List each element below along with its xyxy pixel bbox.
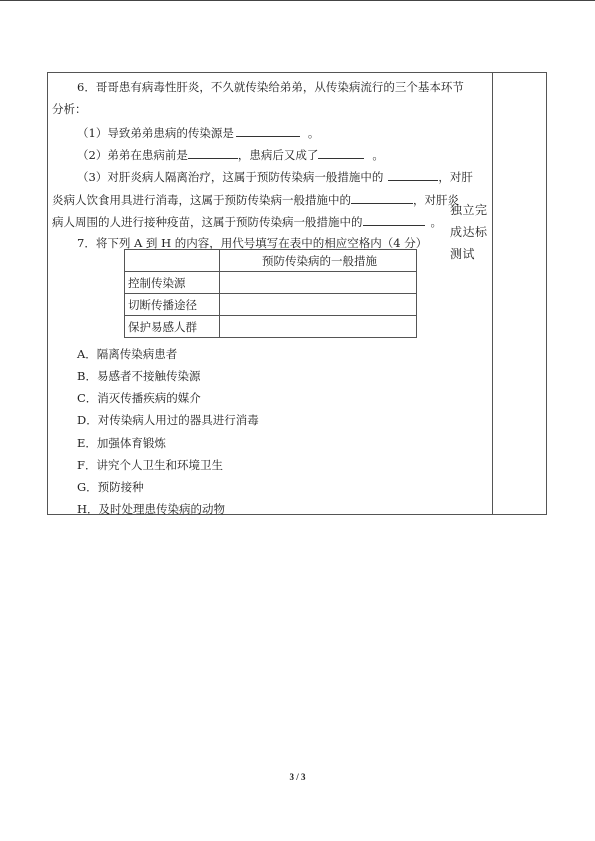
q6-part1-end: 。 [307, 126, 320, 140]
side-label: 独立完成达标测试 [450, 203, 488, 261]
answer-cell[interactable] [220, 272, 417, 294]
q6-part3-blank-3[interactable] [363, 213, 425, 226]
option-item: H．及时处理患传染病的动物 [77, 502, 226, 516]
q6-part2-text-b: ，患病后又成了 [237, 148, 319, 162]
table-row-label: 保护易感人群 [125, 316, 220, 338]
option-item: C．消灭传播疾病的媒介 [77, 391, 201, 405]
table-row-label: 切断传播途径 [125, 294, 220, 316]
option-item: E．加强体育锻炼 [77, 436, 166, 450]
table-header: 预防传染病的一般措施 [220, 250, 417, 272]
q6-part3-line3 [52, 213, 442, 230]
header-rule [0, 0, 595, 1]
answer-cell[interactable] [220, 294, 417, 316]
q6-part3-line2 [52, 191, 459, 208]
q6-part2-text-a: （2）弟弟在患病前是 [77, 148, 188, 162]
column-divider [492, 73, 493, 514]
q6-part2 [77, 146, 384, 163]
q6-part1-blank[interactable] [236, 124, 300, 137]
table-row-label: 控制传染源 [125, 272, 220, 294]
q6-part2-blank-after[interactable] [318, 146, 364, 159]
option-item: G．预防接种 [77, 480, 144, 494]
table-row [125, 316, 417, 338]
option-item: B．易感者不接触传染源 [77, 369, 201, 383]
q6-part3-text-d: ，对肝炎 [413, 193, 459, 207]
q6-part2-blank-before[interactable] [188, 146, 238, 159]
q6-intro-line1: 6．哥哥患有病毒性肝炎，不久就传染给弟弟，从传染病流行的三个基本环节 [77, 80, 464, 94]
q6-part3-text-a: （3）对肝炎病人隔离治疗，这属于预防传染病一般措施中的 [77, 170, 384, 184]
table-row [125, 294, 417, 316]
table-header-row [125, 250, 417, 272]
option-item: A．隔离传染病患者 [77, 347, 178, 361]
q6-part3-line1 [77, 168, 473, 185]
q6-part1-text: （1）导致弟弟患病的传染源是 [77, 126, 234, 140]
option-item: F．讲究个人卫生和环境卫生 [77, 458, 223, 472]
page-number: 3 / 3 [289, 772, 306, 782]
q6-part3-text-c: 炎病人饮食用具进行消毒，这属于预防传染病一般措施中的 [52, 193, 351, 207]
answer-cell[interactable] [220, 316, 417, 338]
q6-part3-text-b: ，对肝 [438, 170, 473, 184]
q7-prompt: 7．将下列 A 到 H 的内容，用代号填写在表中的相应空格内（4 分） [77, 236, 428, 250]
option-item: D．对传染病人用过的器具进行消毒 [77, 413, 259, 427]
q6-part2-end: 。 [372, 148, 384, 162]
q6-part3-blank-2[interactable] [351, 191, 413, 204]
q6-part3-text-e: 病人周围的人进行接种疫苗，这属于预防传染病一般措施中的 [52, 215, 363, 229]
q6-part3-end: 。 [430, 215, 442, 229]
q6-intro-line2: 分析： [52, 102, 87, 116]
measures-table [124, 249, 417, 338]
table-corner-cell [125, 250, 220, 272]
table-row [125, 272, 417, 294]
q6-part1 [77, 124, 319, 141]
q6-part3-blank-1[interactable] [388, 168, 438, 181]
